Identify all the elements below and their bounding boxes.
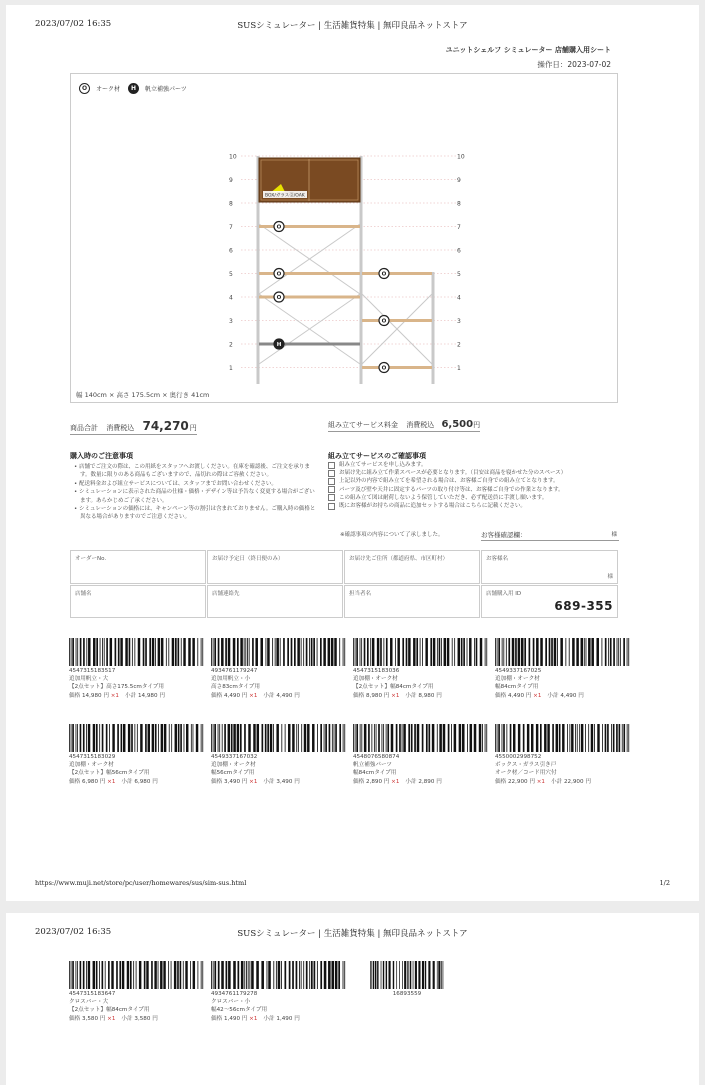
product-variant: 【2点セット】高さ175.5cmタイプ用 bbox=[69, 684, 164, 691]
purchase-id-field: 店舗購入用 ID 689-355 bbox=[481, 585, 618, 618]
product-variant: 幅42〜56cmタイプ用 bbox=[211, 1007, 268, 1014]
note-item: • シミュレーションの価格には、キャンペーン等の割引は含まれておりません。ご購入時の価格と異なる場合がありますのでご注意ください。 bbox=[70, 505, 320, 522]
product-item bbox=[211, 961, 346, 1023]
oak-marker-icon bbox=[379, 316, 389, 326]
product-name: 追加棚・オーク材 bbox=[211, 762, 256, 769]
product-variant: 高さ83cmタイプ用 bbox=[211, 684, 260, 691]
product-price: 価格 22,900 円 ×1 小計 22,900 円 bbox=[495, 778, 591, 785]
level-number: 6 bbox=[457, 247, 461, 255]
level-number: 2 bbox=[457, 341, 461, 349]
barcode bbox=[495, 724, 630, 752]
product-total-value: 74,270 bbox=[142, 419, 189, 433]
barcode bbox=[495, 638, 630, 666]
barcode bbox=[69, 638, 204, 666]
service-check-item[interactable]: お届け先に組み立て作業スペースが必要となります。（目安は商品を寝かせた分のスペース） bbox=[328, 469, 623, 477]
level-number: 9 bbox=[229, 177, 233, 184]
dimensions: 幅 140cm × 高さ 175.5cm × 奥行き 41cm bbox=[76, 391, 210, 399]
product-code: 4548076580874 bbox=[353, 754, 400, 760]
note-item: • 店舗でご注文の際は、この用紙をスタッフへお渡しください。在庫を確認後、ご注文を承ります。数量に限りのある商品もございますので、品切れの際はご容赦ください。 bbox=[70, 463, 320, 480]
checkbox[interactable] bbox=[328, 470, 335, 477]
service-title: 組み立てサービスのご確認事項 bbox=[328, 452, 426, 460]
product-code: 4547315183647 bbox=[69, 991, 116, 997]
oak-marker-icon bbox=[379, 269, 389, 279]
level-number: 7 bbox=[457, 224, 461, 231]
product-price: 価格 6,980 円 ×1 小計 6,980 円 bbox=[69, 778, 158, 785]
product-price: 価格 2,890 円 ×1 小計 2,890 円 bbox=[353, 778, 442, 785]
checkbox[interactable] bbox=[328, 494, 335, 501]
store-contact-field[interactable]: 店舗連絡先 bbox=[207, 585, 343, 618]
product-variant: 【2点セット】幅84cmタイプ用 bbox=[353, 684, 434, 691]
service-checklist bbox=[328, 461, 623, 510]
checkbox[interactable] bbox=[328, 486, 335, 493]
oak-marker-icon bbox=[274, 269, 284, 279]
delivery-address-field[interactable]: お届け先ご住所（都道府県、市区町村） bbox=[344, 550, 480, 584]
product-item bbox=[69, 724, 204, 786]
print-page-1 bbox=[6, 5, 699, 901]
level-number: 8 bbox=[229, 200, 233, 208]
product-name: 追加棚・オーク材 bbox=[495, 676, 540, 683]
svg-text:O: O bbox=[381, 318, 387, 325]
product-name: クロスバー・大 bbox=[69, 999, 109, 1006]
svg-text:O: O bbox=[276, 271, 282, 278]
product-code: 4549337167032 bbox=[211, 754, 258, 760]
delivery-date-field[interactable]: お届け予定日（終日便のみ） bbox=[207, 550, 343, 584]
level-number: 7 bbox=[229, 224, 233, 231]
product-price: 価格 14,980 円 ×1 小計 14,980 円 bbox=[69, 692, 165, 699]
product-item bbox=[353, 724, 488, 786]
order-no-field[interactable]: オーダーNo. bbox=[70, 550, 206, 584]
svg-text:H: H bbox=[276, 342, 282, 349]
barcode bbox=[353, 724, 488, 752]
oak-marker-icon bbox=[274, 292, 284, 302]
product-price: 価格 4,490 円 ×1 小計 4,490 円 bbox=[211, 692, 300, 699]
level-number: 3 bbox=[229, 318, 233, 325]
svg-text:O: O bbox=[381, 271, 387, 278]
product-item bbox=[69, 638, 204, 700]
product-variant: 幅84cmタイプ用 bbox=[353, 770, 397, 777]
sheet-title: ユニットシェルフ シミュレーター 店舗購入用シート bbox=[445, 46, 611, 54]
notes-title: 購入時のご注意事項 bbox=[70, 452, 133, 460]
level-number: 4 bbox=[457, 294, 461, 302]
page-number: 1/2 bbox=[659, 879, 670, 887]
product-name: 帆立補強パーツ bbox=[353, 762, 392, 769]
product-code: 4547315183036 bbox=[353, 668, 400, 674]
product-item bbox=[353, 638, 488, 700]
order-form bbox=[70, 550, 618, 618]
product-name: 追加用帆立・小 bbox=[211, 676, 251, 683]
print-page-2 bbox=[6, 913, 699, 1085]
level-number: 8 bbox=[457, 200, 461, 208]
oak-marker-icon bbox=[274, 222, 284, 232]
level-number: 2 bbox=[229, 341, 233, 349]
level-number: 10 bbox=[229, 153, 237, 161]
box-tag: BOX/ガラス引/OAK bbox=[265, 193, 305, 199]
product-code: 4934761179278 bbox=[211, 991, 258, 997]
product-price: 価格 3,490 円 ×1 小計 3,490 円 bbox=[211, 778, 300, 785]
customer-confirm-field[interactable]: お客様確認欄： 様 bbox=[481, 531, 617, 539]
product-price: 価格 1,490 円 ×1 小計 1,490 円 bbox=[211, 1015, 300, 1022]
service-check-item[interactable]: この組み立て図は耐荷しないよう保管していただき、必ず配送員に手渡し願います。 bbox=[328, 494, 623, 502]
order-barcode: 16893559 bbox=[370, 961, 444, 998]
print-title: SUSシミュレーター | 生活雑貨特集 | 無印良品ネットストア bbox=[237, 21, 468, 31]
product-name: 追加用帆立・大 bbox=[69, 676, 109, 683]
product-name: 追加棚・オーク材 bbox=[69, 762, 114, 769]
product-total: 商品合計 消費税込 74,270円 bbox=[70, 419, 197, 433]
product-code: 4547315183029 bbox=[69, 754, 116, 760]
operation-date: 操作日：2023-07-02 bbox=[537, 60, 611, 69]
product-variant: 【2点セット】幅56cmタイプ用 bbox=[69, 770, 150, 777]
service-check-item[interactable]: パーツ及び壁や天井に固定するパーツの取り付け等は、お客様ご自身での作業となります。 bbox=[328, 486, 623, 494]
store-name-field[interactable]: 店舗名 bbox=[70, 585, 206, 618]
product-item bbox=[495, 638, 630, 700]
purchase-id: 689-355 bbox=[554, 599, 613, 613]
level-number: 5 bbox=[457, 271, 461, 278]
product-name: 追加棚・オーク材 bbox=[353, 676, 398, 683]
note-item: • シミュレーションに表示された商品の仕様・価格・デザイン等は予告なく変更する場合がございます。あらかじめご了承ください。 bbox=[70, 488, 320, 505]
footer-url[interactable]: https://www.muji.net/store/pc/user/homewares/sus/sim-sus.html bbox=[35, 879, 247, 887]
level-number: 3 bbox=[457, 318, 461, 325]
reinforce-marker-icon bbox=[274, 339, 284, 349]
level-number: 1 bbox=[229, 365, 233, 372]
print-header bbox=[6, 19, 699, 35]
checkbox[interactable] bbox=[328, 478, 335, 485]
product-item bbox=[211, 724, 346, 786]
product-variant: 幅84cmタイプ用 bbox=[495, 684, 539, 691]
shelf-simulator bbox=[70, 73, 618, 403]
service-check-item[interactable]: 組み立てサービスを申し込みます。 bbox=[328, 461, 623, 469]
checkbox[interactable] bbox=[328, 503, 335, 510]
level-number: 1 bbox=[457, 365, 461, 372]
product-variant: オーク材／コード用穴付 bbox=[495, 770, 557, 777]
shelf-diagram bbox=[71, 74, 617, 402]
level-number: 9 bbox=[457, 177, 461, 184]
oak-shelf-board bbox=[362, 272, 432, 275]
product-item bbox=[495, 724, 630, 786]
oak-shelf-board bbox=[362, 319, 432, 322]
oak-shelf-board bbox=[362, 366, 432, 369]
confirm-text: ※確認事項の内容について了承しました。 bbox=[340, 532, 444, 538]
notes-list bbox=[70, 463, 320, 522]
assembly-total-value: 6,500 bbox=[441, 419, 474, 430]
product-code: 4550002998752 bbox=[495, 754, 542, 760]
product-price: 価格 4,490 円 ×1 小計 4,490 円 bbox=[495, 692, 584, 699]
product-variant: 幅56cmタイプ用 bbox=[211, 770, 255, 777]
reinforce-symbol-icon: H bbox=[128, 83, 139, 94]
svg-text:O: O bbox=[276, 224, 282, 231]
oak-symbol-icon: O bbox=[79, 83, 90, 94]
barcode bbox=[69, 961, 204, 989]
svg-text:O: O bbox=[276, 295, 282, 302]
service-check-item[interactable]: 既にお客様がお持ちの商品に追加セットする場合はこちらに記載ください。 bbox=[328, 502, 623, 510]
level-number: 5 bbox=[229, 271, 233, 278]
product-name: クロスバー・小 bbox=[211, 999, 251, 1006]
assembly-total: 組み立てサービス料金 消費税込 6,500円 bbox=[328, 419, 481, 430]
reinforce-label: 帆立補強パーツ bbox=[145, 86, 187, 93]
barcode bbox=[211, 638, 346, 666]
level-number: 4 bbox=[229, 294, 233, 302]
barcode bbox=[211, 724, 346, 752]
barcode bbox=[211, 961, 346, 989]
product-code: 4549337167025 bbox=[495, 668, 542, 674]
barcode bbox=[353, 638, 488, 666]
barcode bbox=[370, 961, 444, 989]
print-header-2: 2023/07/02 16:35 SUSシミュレーター | 生活雑貨特集 | 無印良品ネットストア bbox=[35, 927, 468, 939]
staff-name-field[interactable]: 担当者名 bbox=[344, 585, 480, 618]
print-datetime: 2023/07/02 16:35 bbox=[35, 19, 112, 29]
oak-marker-icon bbox=[379, 363, 389, 373]
product-code: 4934761179247 bbox=[211, 668, 258, 674]
service-check-item[interactable]: 上記以外の内容で組み立てを希望される場合は、お客様ご自身での組み立てとなります。 bbox=[328, 477, 623, 485]
customer-name-field[interactable]: お客様名 様 bbox=[481, 550, 618, 584]
oak-label: オーク材 bbox=[96, 86, 121, 93]
level-number: 10 bbox=[457, 153, 465, 161]
product-price: 価格 3,580 円 ×1 小計 3,580 円 bbox=[69, 1015, 158, 1022]
product-item bbox=[69, 961, 204, 1023]
product-item bbox=[211, 638, 346, 700]
product-variant: 【2点セット】幅84cmタイプ用 bbox=[69, 1007, 150, 1014]
note-item: • 配送料金および組立サービスについては、スタッフまでお問い合わせください。 bbox=[70, 480, 320, 488]
svg-text:O: O bbox=[381, 365, 387, 372]
level-number: 6 bbox=[229, 247, 233, 255]
product-name: ボックス・ガラス引き戸 bbox=[495, 762, 557, 769]
checkbox[interactable] bbox=[328, 462, 335, 469]
product-code: 4547315183517 bbox=[69, 668, 116, 674]
product-price: 価格 8,980 円 ×1 小計 8,980 円 bbox=[353, 692, 442, 699]
barcode bbox=[69, 724, 204, 752]
